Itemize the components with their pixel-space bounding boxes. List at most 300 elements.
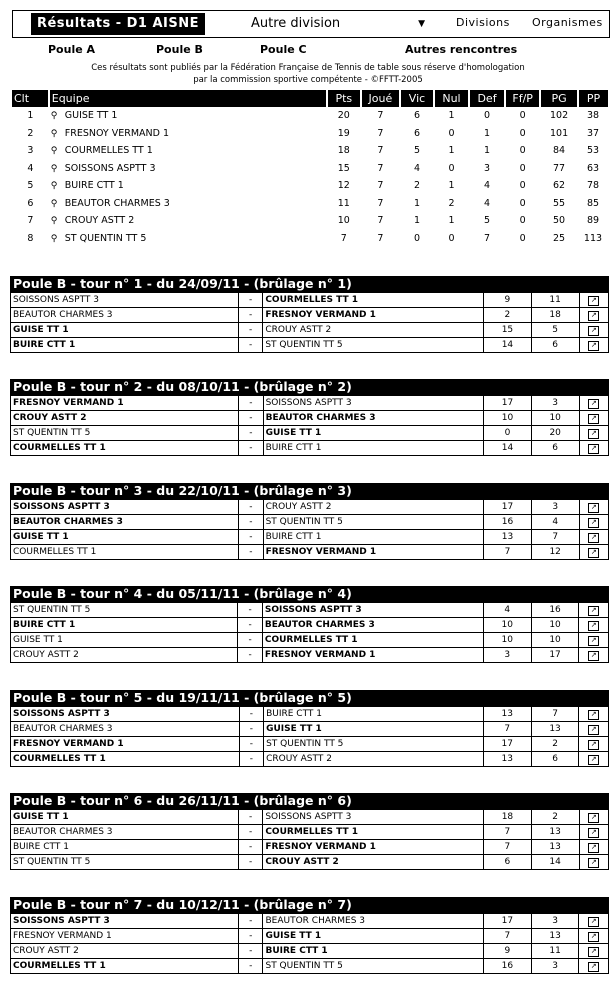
home-score: 9 xyxy=(484,293,532,308)
home-team: BUIRE CTT 1 xyxy=(11,618,238,633)
standings-header-4: Vic xyxy=(400,90,434,107)
home-score: 15 xyxy=(484,323,532,338)
organismes-link[interactable]: Organismes xyxy=(532,16,603,29)
away-score: 13 xyxy=(531,840,579,855)
poule-b-link[interactable]: Poule B xyxy=(156,43,203,56)
separator: - xyxy=(239,737,263,752)
away-score: 2 xyxy=(531,737,579,752)
match-row xyxy=(11,840,609,855)
tour-matches-table xyxy=(10,913,609,974)
away-team: BEAUTOR CHARMES 3 xyxy=(262,618,483,633)
standings-row xyxy=(12,125,608,143)
standings-cell: 101 xyxy=(549,127,569,139)
standings-cell: 7 xyxy=(377,197,384,209)
away-team: CROUY ASTT 2 xyxy=(263,323,484,338)
home-team: ST QUENTIN TT 5 xyxy=(11,426,239,441)
tour-matches-table xyxy=(10,395,609,456)
standings-cell: 5 xyxy=(27,180,34,192)
home-score: 14 xyxy=(484,441,532,456)
home-score: 13 xyxy=(483,707,531,722)
standings-row xyxy=(12,230,608,248)
match-sheet-icon[interactable]: ↗ xyxy=(588,932,599,942)
home-score: 3 xyxy=(483,648,531,663)
tour-matches-table xyxy=(10,499,609,560)
standings-cell: 2 xyxy=(448,197,455,209)
match-sheet[interactable] xyxy=(579,426,608,441)
tour-block xyxy=(10,379,609,456)
away-score: 13 xyxy=(531,825,579,840)
match-sheet-icon[interactable]: ↗ xyxy=(588,755,599,765)
standings-row xyxy=(12,195,608,213)
away-team: SOISSONS ASPTT 3 xyxy=(263,810,484,825)
team-name[interactable]: BUIRE CTT 1 xyxy=(64,180,124,192)
match-sheet[interactable] xyxy=(579,396,608,411)
away-team: BEAUTOR CHARMES 3 xyxy=(263,914,483,929)
home-score: 13 xyxy=(484,530,532,545)
separator: - xyxy=(239,752,263,767)
match-sheet-icon[interactable]: ↗ xyxy=(588,740,599,750)
away-team: GUISE TT 1 xyxy=(263,426,484,441)
home-score: 18 xyxy=(484,810,532,825)
match-row xyxy=(11,618,609,633)
away-score: 7 xyxy=(531,707,579,722)
standings-header-5: Nul xyxy=(434,90,469,107)
standings-cell: 7 xyxy=(377,162,384,174)
standings-cell: 38 xyxy=(586,110,600,122)
page-title: Résultats - D1 AISNE xyxy=(31,13,205,35)
home-team: GUISE TT 1 xyxy=(11,530,239,545)
away-team: FRESNOY VERMAND 1 xyxy=(263,840,484,855)
separator: - xyxy=(238,810,262,825)
team-name[interactable]: CROUY ASTT 2 xyxy=(64,215,135,227)
away-team: CROUY ASTT 2 xyxy=(263,855,484,870)
match-sheet[interactable] xyxy=(579,944,609,959)
separator: - xyxy=(238,308,262,323)
team-name[interactable]: BEAUTOR CHARMES 3 xyxy=(64,197,170,209)
separator: - xyxy=(239,411,263,426)
home-score: 7 xyxy=(483,722,531,737)
standings-header-9: PP xyxy=(578,90,608,107)
match-sheet-icon[interactable]: ↗ xyxy=(588,636,599,646)
home-score: 7 xyxy=(484,825,532,840)
tour-title: Poule B - tour n° 2 - du 08/10/11 - (brûlage n° 2) xyxy=(10,379,609,395)
match-sheet-icon[interactable]: ↗ xyxy=(588,947,599,957)
match-sheet-icon[interactable]: ↗ xyxy=(588,917,599,927)
standings-cell: 6 xyxy=(27,197,34,209)
standings-team[interactable] xyxy=(49,142,327,160)
home-score: 4 xyxy=(483,603,531,618)
standings-team[interactable] xyxy=(49,177,327,195)
standings-cell: 2 xyxy=(27,127,34,139)
away-team: BUIRE CTT 1 xyxy=(263,441,484,456)
standings-cell: 7 xyxy=(27,215,34,227)
match-sheet-icon[interactable]: ↗ xyxy=(588,533,599,543)
match-row xyxy=(11,944,609,959)
standings-team[interactable] xyxy=(49,212,327,230)
home-team: BUIRE CTT 1 xyxy=(11,840,239,855)
home-score: 0 xyxy=(484,426,532,441)
match-sheet[interactable] xyxy=(579,308,609,323)
standings-cell: 0 xyxy=(413,232,420,244)
separator: - xyxy=(238,293,262,308)
home-team: COURMELLES TT 1 xyxy=(11,752,240,767)
racket-icon: ⚲ xyxy=(50,216,58,227)
standings-cell: 4 xyxy=(483,180,491,192)
away-team: ST QUENTIN TT 5 xyxy=(263,959,483,974)
standings-cell: 53 xyxy=(586,145,600,157)
autres-rencontres-link[interactable]: Autres rencontres xyxy=(405,43,518,56)
match-row xyxy=(11,707,609,722)
standings-header-6: Def xyxy=(469,90,505,107)
match-row xyxy=(11,323,609,338)
standings-cell: 7 xyxy=(377,215,384,227)
match-sheet-icon[interactable]: ↗ xyxy=(588,858,599,868)
team-name[interactable]: GUISE TT 1 xyxy=(64,110,118,122)
standings-cell: 3 xyxy=(27,145,34,157)
standings-header-0: Clt xyxy=(12,90,49,107)
match-row xyxy=(11,603,609,618)
racket-icon: ⚲ xyxy=(50,198,58,209)
separator: - xyxy=(238,338,262,353)
standings-team[interactable] xyxy=(49,195,327,213)
match-row xyxy=(11,293,609,308)
standings-cell: 89 xyxy=(586,215,600,227)
standings-cell: 7 xyxy=(377,232,384,244)
tour-title: Poule B - tour n° 1 - du 24/09/11 - (brûlage n° 1) xyxy=(10,276,609,292)
away-score: 17 xyxy=(531,648,579,663)
home-team: SOISSONS ASPTT 3 xyxy=(11,707,240,722)
match-row xyxy=(11,752,609,767)
standings-cell: 0 xyxy=(448,127,455,139)
match-row xyxy=(11,441,609,456)
away-score: 3 xyxy=(531,500,579,515)
home-team: BEAUTOR CHARMES 3 xyxy=(11,515,239,530)
away-team: GUISE TT 1 xyxy=(263,929,483,944)
home-score: 16 xyxy=(483,959,531,974)
match-sheet-icon[interactable]: ↗ xyxy=(588,725,599,735)
separator: - xyxy=(239,500,263,515)
standings-cell: 63 xyxy=(586,162,600,174)
standings-cell: 0 xyxy=(519,162,526,174)
away-score: 10 xyxy=(531,411,579,426)
top-bar xyxy=(12,10,610,38)
home-score: 13 xyxy=(483,752,531,767)
tour-matches-table xyxy=(10,292,609,353)
separator: - xyxy=(238,323,262,338)
separator: - xyxy=(238,633,262,648)
away-score: 18 xyxy=(531,308,579,323)
match-sheet[interactable] xyxy=(579,914,609,929)
standings-cell: 11 xyxy=(337,197,350,209)
match-sheet-icon[interactable]: ↗ xyxy=(588,548,599,558)
standings-row xyxy=(12,107,608,125)
home-team: FRESNOY VERMAND 1 xyxy=(11,396,239,411)
match-sheet[interactable] xyxy=(579,293,609,308)
standings-cell: 7 xyxy=(377,145,384,157)
standings-cell: 0 xyxy=(519,215,526,227)
standings-row xyxy=(12,177,608,195)
match-sheet[interactable] xyxy=(579,959,609,974)
match-sheet[interactable] xyxy=(579,633,609,648)
home-score: 9 xyxy=(483,944,531,959)
standings-cell: 25 xyxy=(553,232,566,244)
match-sheet[interactable] xyxy=(579,855,609,870)
away-team: GUISE TT 1 xyxy=(264,722,484,737)
away-team: ST QUENTIN TT 5 xyxy=(264,737,484,752)
match-sheet[interactable] xyxy=(579,603,609,618)
home-team: SOISSONS ASPTT 3 xyxy=(11,914,239,929)
match-sheet[interactable] xyxy=(579,338,609,353)
home-score: 10 xyxy=(483,618,531,633)
racket-icon: ⚲ xyxy=(50,233,58,244)
standings-row xyxy=(12,160,608,178)
match-sheet[interactable] xyxy=(579,722,609,737)
match-sheet-icon[interactable]: ↗ xyxy=(588,621,599,631)
match-sheet-icon[interactable]: ↗ xyxy=(588,326,599,336)
home-team: FRESNOY VERMAND 1 xyxy=(11,929,239,944)
match-sheet[interactable] xyxy=(579,618,609,633)
tour-title: Poule B - tour n° 7 - du 10/12/11 - (brûlage n° 7) xyxy=(10,897,609,913)
match-sheet-icon[interactable]: ↗ xyxy=(588,444,599,454)
standings-cell: 85 xyxy=(586,197,600,209)
match-sheet-icon[interactable]: ↗ xyxy=(588,429,599,439)
home-team: ST QUENTIN TT 5 xyxy=(11,603,238,618)
standings-cell: 20 xyxy=(337,110,350,122)
match-sheet[interactable] xyxy=(579,515,608,530)
poule-c-link[interactable]: Poule C xyxy=(260,43,307,56)
away-team: BUIRE CTT 1 xyxy=(263,530,484,545)
match-sheet-icon[interactable]: ↗ xyxy=(588,296,599,306)
away-team: CROUY ASTT 2 xyxy=(264,752,484,767)
standings-team[interactable] xyxy=(49,107,327,125)
match-sheet-icon[interactable]: ↗ xyxy=(588,606,599,616)
match-sheet[interactable] xyxy=(579,500,608,515)
standings-team[interactable] xyxy=(49,230,327,248)
match-row xyxy=(11,396,609,411)
standings-cell: 7 xyxy=(340,232,347,244)
standings-cell: 10 xyxy=(337,215,350,227)
away-score: 3 xyxy=(531,914,579,929)
match-sheet[interactable] xyxy=(579,323,609,338)
team-name[interactable]: ST QUENTIN TT 5 xyxy=(64,232,147,244)
standings-cell: 18 xyxy=(337,145,350,157)
standings-cell: 0 xyxy=(519,127,526,139)
racket-icon: ⚲ xyxy=(50,146,58,157)
match-sheet-icon[interactable]: ↗ xyxy=(588,341,599,351)
home-score: 17 xyxy=(483,914,531,929)
standings-cell: 7 xyxy=(483,232,491,244)
standings-cell: 1 xyxy=(413,215,420,227)
divisions-link[interactable]: Divisions xyxy=(456,16,510,29)
standings-cell: 7 xyxy=(377,127,384,139)
division-select[interactable] xyxy=(251,15,431,33)
separator: - xyxy=(239,959,263,974)
away-score: 2 xyxy=(531,810,579,825)
standings-cell: 84 xyxy=(553,145,566,157)
home-team: GUISE TT 1 xyxy=(11,633,238,648)
home-team: CROUY ASTT 2 xyxy=(11,411,239,426)
tour-title: Poule B - tour n° 4 - du 05/11/11 - (brûlage n° 4) xyxy=(10,586,609,602)
tour-block xyxy=(10,586,609,663)
standings-cell: 0 xyxy=(519,145,526,157)
match-sheet[interactable] xyxy=(579,648,609,663)
standings-cell: 8 xyxy=(27,232,34,244)
racket-icon: ⚲ xyxy=(50,128,58,139)
standings-team[interactable] xyxy=(49,160,327,178)
match-sheet-icon[interactable]: ↗ xyxy=(588,710,599,720)
match-row xyxy=(11,810,609,825)
match-row xyxy=(11,308,609,323)
away-score: 4 xyxy=(531,515,579,530)
match-sheet-icon[interactable]: ↗ xyxy=(588,399,599,409)
match-sheet[interactable] xyxy=(579,441,608,456)
separator: - xyxy=(239,929,263,944)
poule-a-link[interactable]: Poule A xyxy=(48,43,96,56)
away-score: 13 xyxy=(531,929,579,944)
standings-cell: 78 xyxy=(586,180,600,192)
match-sheet-icon[interactable]: ↗ xyxy=(588,962,599,972)
standings-cell: 1 xyxy=(448,180,455,192)
separator: - xyxy=(239,396,263,411)
match-sheet[interactable] xyxy=(579,840,609,855)
match-sheet-icon[interactable]: ↗ xyxy=(588,503,599,513)
separator: - xyxy=(239,426,263,441)
match-sheet-icon[interactable]: ↗ xyxy=(588,828,599,838)
away-score: 6 xyxy=(531,338,579,353)
separator: - xyxy=(239,944,263,959)
standings-cell: 4 xyxy=(27,162,34,174)
away-team: BEAUTOR CHARMES 3 xyxy=(263,411,484,426)
home-score: 7 xyxy=(484,840,532,855)
match-sheet[interactable] xyxy=(579,929,609,944)
standings-cell: 50 xyxy=(553,215,566,227)
away-score: 13 xyxy=(531,722,579,737)
standings-row xyxy=(12,212,608,230)
match-sheet[interactable] xyxy=(579,825,609,840)
home-team: GUISE TT 1 xyxy=(11,810,239,825)
division-select-value: Autre division xyxy=(251,16,341,31)
standings-cell: 0 xyxy=(519,180,526,192)
match-row xyxy=(11,426,609,441)
away-team: SOISSONS ASPTT 3 xyxy=(262,603,483,618)
match-sheet-icon[interactable]: ↗ xyxy=(588,518,599,528)
match-sheet-icon[interactable]: ↗ xyxy=(588,311,599,321)
home-score: 10 xyxy=(484,411,532,426)
tour-block xyxy=(10,483,609,560)
home-score: 7 xyxy=(483,929,531,944)
standings-cell: 113 xyxy=(583,232,603,244)
match-sheet[interactable] xyxy=(579,707,609,722)
notice-line-1: Ces résultats sont publiés par la Fédération Française de Tennis de table sous réserve d'homologation xyxy=(91,63,525,73)
tour-title: Poule B - tour n° 5 - du 19/11/11 - (brûlage n° 5) xyxy=(10,690,609,706)
away-team: COURMELLES TT 1 xyxy=(262,633,483,648)
away-score: 10 xyxy=(531,618,579,633)
away-team: ST QUENTIN TT 5 xyxy=(263,515,484,530)
standings-cell: 6 xyxy=(413,127,420,139)
standings-cell: 15 xyxy=(337,162,350,174)
standings-cell: 7 xyxy=(377,180,384,192)
standings-cell: 1 xyxy=(448,110,455,122)
standings-cell: 0 xyxy=(448,162,455,174)
separator: - xyxy=(238,825,262,840)
home-team: SOISSONS ASPTT 3 xyxy=(11,500,239,515)
separator: - xyxy=(239,722,263,737)
separator: - xyxy=(238,603,262,618)
away-score: 6 xyxy=(531,441,579,456)
match-sheet-icon[interactable]: ↗ xyxy=(588,651,599,661)
match-row xyxy=(11,959,609,974)
standings-team[interactable] xyxy=(49,125,327,143)
standings-cell: 12 xyxy=(337,180,350,192)
match-sheet-icon[interactable]: ↗ xyxy=(588,414,599,424)
match-sheet[interactable] xyxy=(579,737,609,752)
tour-block xyxy=(10,793,609,870)
match-row xyxy=(11,722,609,737)
team-name[interactable]: SOISSONS ASPTT 3 xyxy=(64,162,156,174)
away-score: 10 xyxy=(531,633,579,648)
standings-cell: 77 xyxy=(553,162,566,174)
match-sheet-icon[interactable]: ↗ xyxy=(588,813,599,823)
standings-header-7: Ff/P xyxy=(505,90,540,107)
match-sheet[interactable] xyxy=(579,810,609,825)
separator: - xyxy=(238,648,262,663)
away-team: FRESNOY VERMAND 1 xyxy=(262,648,483,663)
away-team: BUIRE CTT 1 xyxy=(264,707,484,722)
standings-cell: 6 xyxy=(413,110,420,122)
standings-cell: 1 xyxy=(448,215,455,227)
separator: - xyxy=(239,441,263,456)
tour-matches-table xyxy=(10,602,609,663)
tour-block xyxy=(10,690,609,767)
home-score: 7 xyxy=(484,545,532,560)
match-sheet[interactable] xyxy=(579,530,608,545)
match-sheet-icon[interactable]: ↗ xyxy=(588,843,599,853)
match-row xyxy=(11,825,609,840)
standings-cell: 5 xyxy=(413,145,420,157)
standings-cell: 102 xyxy=(549,110,569,122)
team-name[interactable]: FRESNOY VERMAND 1 xyxy=(64,127,170,139)
team-name[interactable]: COURMELLES TT 1 xyxy=(64,145,153,157)
match-sheet[interactable] xyxy=(579,411,608,426)
tour-block xyxy=(10,276,609,353)
standings-cell: 1 xyxy=(27,110,34,122)
away-team: COURMELLES TT 1 xyxy=(263,825,484,840)
away-score: 16 xyxy=(531,603,579,618)
home-score: 17 xyxy=(484,396,532,411)
standings-header-3: Joué xyxy=(361,90,400,107)
home-team: BEAUTOR CHARMES 3 xyxy=(11,825,239,840)
match-row xyxy=(11,500,609,515)
standings-cell: 1 xyxy=(448,145,455,157)
home-score: 2 xyxy=(484,308,532,323)
home-team: BUIRE CTT 1 xyxy=(11,338,239,353)
away-team: SOISSONS ASPTT 3 xyxy=(263,396,484,411)
away-score: 12 xyxy=(531,545,579,560)
away-score: 11 xyxy=(531,944,579,959)
away-score: 14 xyxy=(531,855,579,870)
away-score: 11 xyxy=(531,293,579,308)
separator: - xyxy=(238,855,262,870)
standings-header-2: Pts xyxy=(327,90,361,107)
standings-cell: 19 xyxy=(337,127,350,139)
home-team: COURMELLES TT 1 xyxy=(11,441,239,456)
match-sheet[interactable] xyxy=(579,545,608,560)
home-team: BEAUTOR CHARMES 3 xyxy=(11,308,239,323)
match-sheet[interactable] xyxy=(579,752,609,767)
standings-cell: 0 xyxy=(483,110,491,122)
separator: - xyxy=(238,840,262,855)
home-team: BEAUTOR CHARMES 3 xyxy=(11,722,240,737)
